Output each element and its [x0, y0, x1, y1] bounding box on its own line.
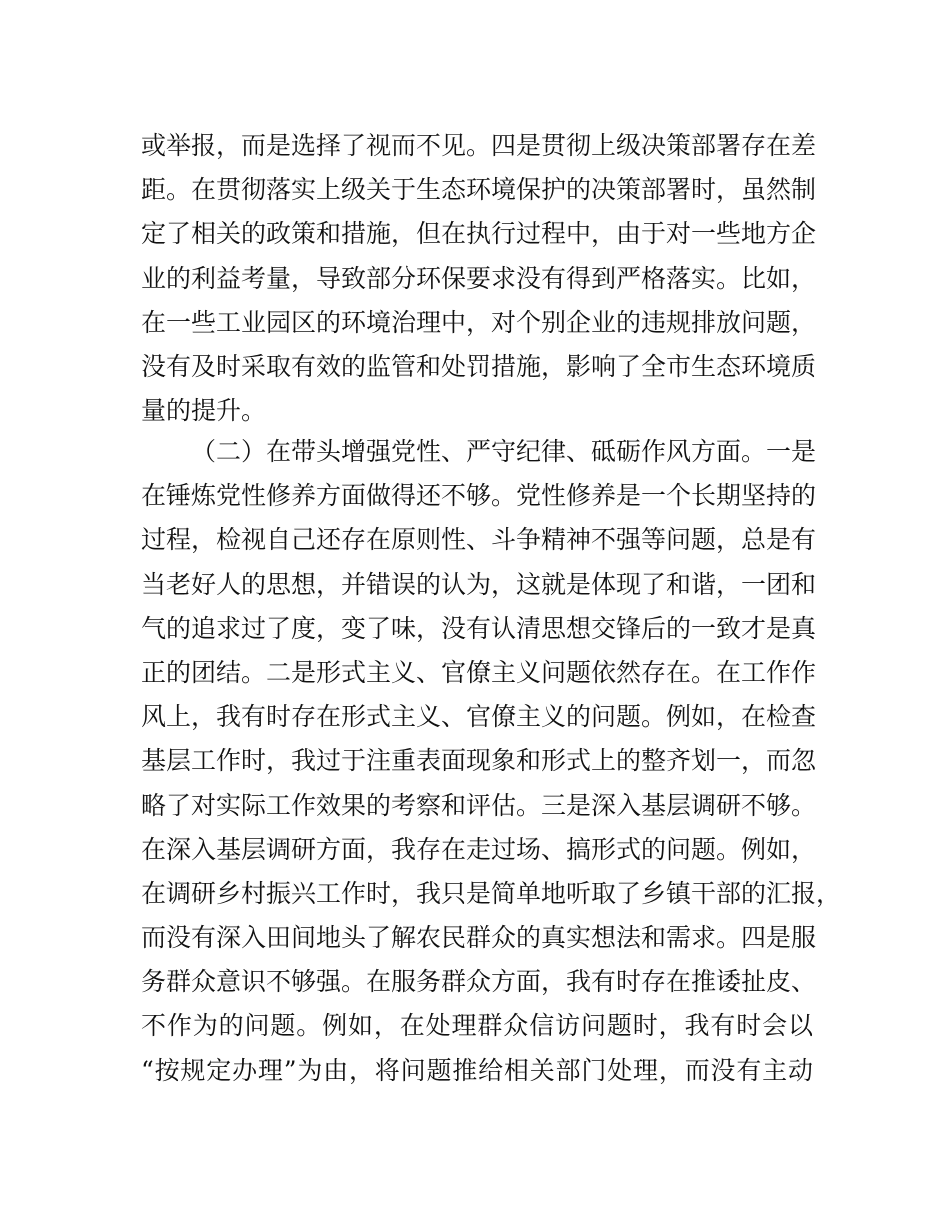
text-line: 风上，我有时存在形式主义、官僚主义的问题。例如，在检查 — [141, 702, 817, 732]
section-heading-line: （二）在带头增强党性、严守纪律、砥砺作风方面。一是 — [191, 437, 817, 466]
text-line: 没有及时采取有效的监管和处罚措施，影响了全市生态环境质 — [141, 351, 817, 381]
text-line: 量的提升。 — [141, 396, 267, 426]
text-line: 距。在贯彻落实上级关于生态环境保护的决策部署时，虽然制 — [141, 175, 817, 205]
text-line: 在调研乡村振兴工作时，我只是简单地听取了乡镇干部的汇报， — [141, 878, 842, 908]
paragraph-party-discipline — [141, 430, 842, 1093]
text-line: 正的团结。二是形式主义、官僚主义问题依然存在。在工作作 — [141, 657, 817, 687]
text-line: 略了对实际工作效果的考察和评估。三是深入基层调研不够。 — [141, 790, 817, 820]
text-line: 基层工作时，我过于注重表面现象和形式上的整齐划一，而忽 — [141, 746, 817, 776]
text-line: 在锤炼党性修养方面做得还不够。党性修养是一个长期坚持的 — [141, 481, 817, 511]
text-line: 或举报，而是选择了视而不见。四是贯彻上级决策部署存在差 — [141, 131, 817, 160]
text-line: “按规定办理”为由，将问题推给相关部门处理，而没有主动 — [141, 1055, 813, 1085]
text-line: 当老好人的思想，并错误的认为，这就是体现了和谐，一团和 — [141, 569, 817, 599]
text-line: 在一些工业园区的环境治理中，对个别企业的违规排放问题， — [141, 307, 817, 337]
paragraph-environment-decisions — [141, 124, 817, 433]
text-line: 气的追求过了度，变了味，没有认清思想交锋后的一致才是真 — [141, 613, 817, 643]
text-line: 定了相关的政策和措施，但在执行过程中，由于对一些地方企 — [141, 219, 817, 249]
text-line: 务群众意识不够强。在服务群众方面，我有时存在推诿扯皮、 — [141, 967, 817, 997]
text-line: 不作为的问题。例如，在处理群众信访问题时，我有时会以 — [141, 1011, 813, 1041]
text-line: 而没有深入田间地头了解农民群众的真实想法和需求。四是服 — [141, 923, 817, 953]
text-line: 过程，检视自己还存在原则性、斗争精神不强等问题，总是有 — [141, 525, 817, 555]
text-line: 在深入基层调研方面，我存在走过场、搞形式的问题。例如， — [141, 834, 817, 864]
text-line: 业的利益考量，导致部分环保要求没有得到严格落实。比如， — [141, 263, 817, 293]
